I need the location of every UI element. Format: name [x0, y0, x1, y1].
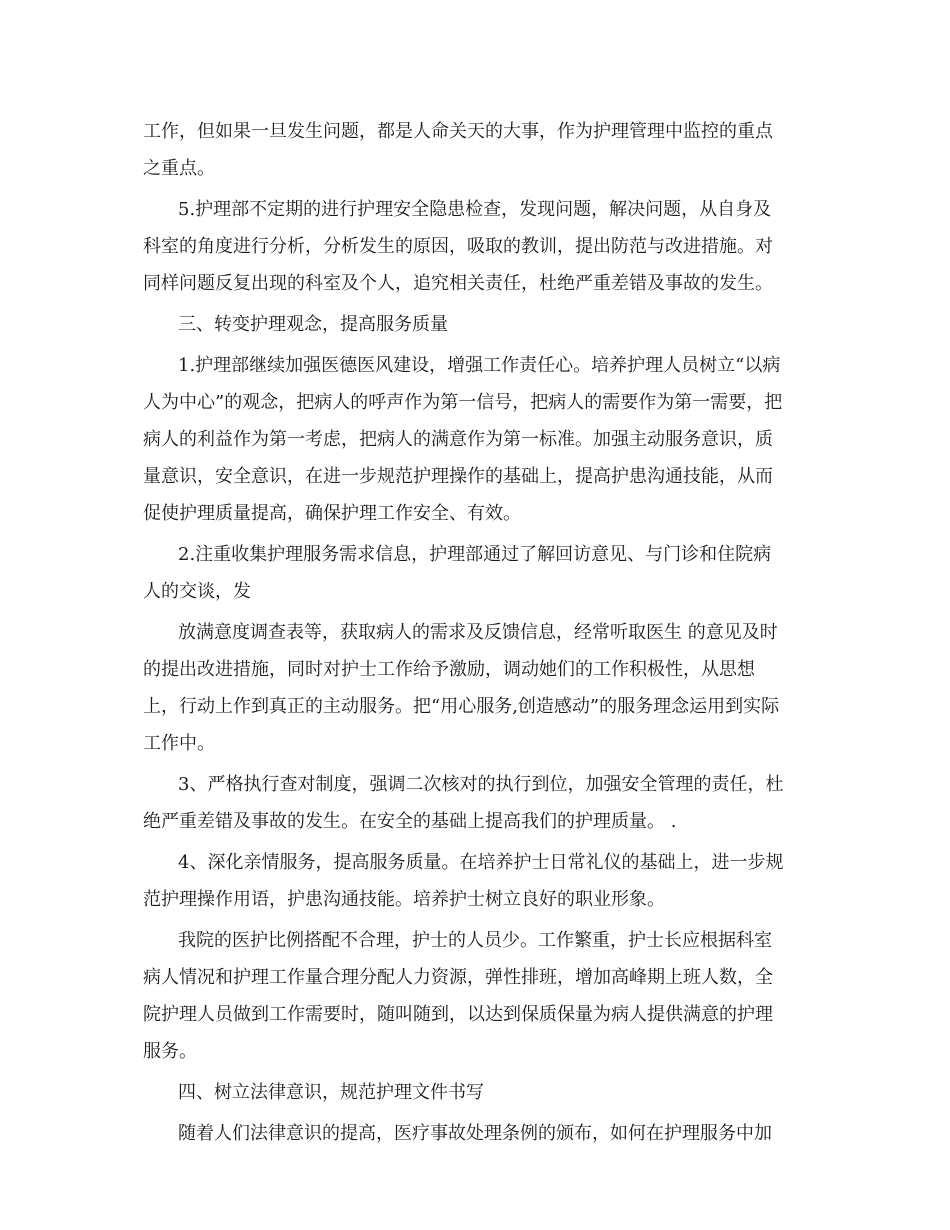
paragraph-line: 3、严格执行查对制度，强调二次核对的执行到位，加强安全管理的责任，杜: [178, 774, 784, 795]
paragraph-line: 病人情况和护理工作量合理分配人力资源，弹性排班，增加高峰期上班人数，全: [143, 967, 773, 988]
paragraph-line: 的提出改进措施，同时对护士工作给予激励，调动她们的工作积极性，从思想: [143, 659, 755, 680]
paragraph: [143, 1115, 808, 1152]
document-body: [143, 113, 808, 1156]
paragraph: [143, 1074, 808, 1111]
paragraph-line: 之重点。: [143, 158, 215, 179]
paragraph-line: 人为中心”的观念，把病人的呼声作为第一信号，把病人的需要作为第一需要，把: [143, 392, 783, 413]
paragraph: [143, 306, 808, 343]
paragraph-line: 四、树立法律意识，规范护理文件书写: [178, 1082, 484, 1103]
paragraph: [143, 614, 808, 762]
paragraph: [143, 766, 808, 840]
paragraph-line: 工作中。: [143, 733, 215, 754]
paragraph-line: 科室的角度进行分析，分析发生的原因，吸取的教训，提出防范与改进措施。对: [143, 236, 773, 257]
paragraph-line: 同样问题反复出现的科室及个人，追究相关责任，杜绝严重差错及事故的发生。: [143, 273, 773, 294]
paragraph: [143, 113, 808, 187]
paragraph-line: 绝严重差错及事故的发生。在安全的基础上提高我们的护理质量。 .: [143, 811, 677, 832]
paragraph-line: 我院的医护比例搭配不合理，护士的人员少。工作繁重，护士长应根据科室: [178, 930, 772, 951]
paragraph: [143, 347, 808, 532]
paragraph-line: 院护理人员做到工作需要时，随叫随到，以达到保质保量为病人提供满意的护理: [143, 1004, 773, 1025]
paragraph-line: 1.护理部继续加强医德医风建设，增强工作责任心。培养护理人员树立“以病: [178, 355, 781, 376]
paragraph-line: 2.注重收集护理服务需求信息，护理部通过了解回访意见、与门诊和住院病: [178, 544, 772, 565]
paragraph-line: 人的交谈，发: [143, 581, 251, 602]
paragraph: [143, 922, 808, 1070]
paragraph-line: 量意识，安全意识，在进一步规范护理操作的基础上，提高护患沟通技能，从而: [143, 466, 773, 487]
paragraph-line: 促使护理质量提高，确保护理工作安全、有效。: [143, 503, 521, 524]
paragraph-line: 上，行动上作到真正的主动服务。把“用心服务,创造感动”的服务理念运用到实际: [143, 696, 780, 717]
paragraph-line: 工作，但如果一旦发生问题，都是人命关天的大事，作为护理管理中监控的重点: [143, 121, 773, 142]
paragraph-line: 4、深化亲情服务，提高服务质量。在培养护士日常礼仪的基础上，进一步规: [178, 852, 784, 873]
paragraph-line: 服务。: [143, 1041, 197, 1062]
paragraph: [143, 536, 808, 610]
paragraph-line: 随着人们法律意识的提高，医疗事故处理条例的颁布，如何在护理服务中加: [178, 1123, 772, 1144]
paragraph: [143, 191, 808, 302]
paragraph-line: 病人的利益作为第一考虑，把病人的满意作为第一标准。加强主动服务意识，质: [143, 429, 773, 450]
paragraph-line: 三、转变护理观念，提高服务质量: [178, 314, 448, 335]
paragraph-line: 5.护理部不定期的进行护理安全隐患检查，发现问题，解决问题，从自身及: [178, 199, 772, 220]
paragraph-line: 范护理操作用语，护患沟通技能。培养护士树立良好的职业形象。: [143, 889, 665, 910]
paragraph: [143, 844, 808, 918]
paragraph-line: 放满意度调查表等，获取病人的需求及反馈信息，经常听取医生 的意见及时: [178, 622, 778, 643]
